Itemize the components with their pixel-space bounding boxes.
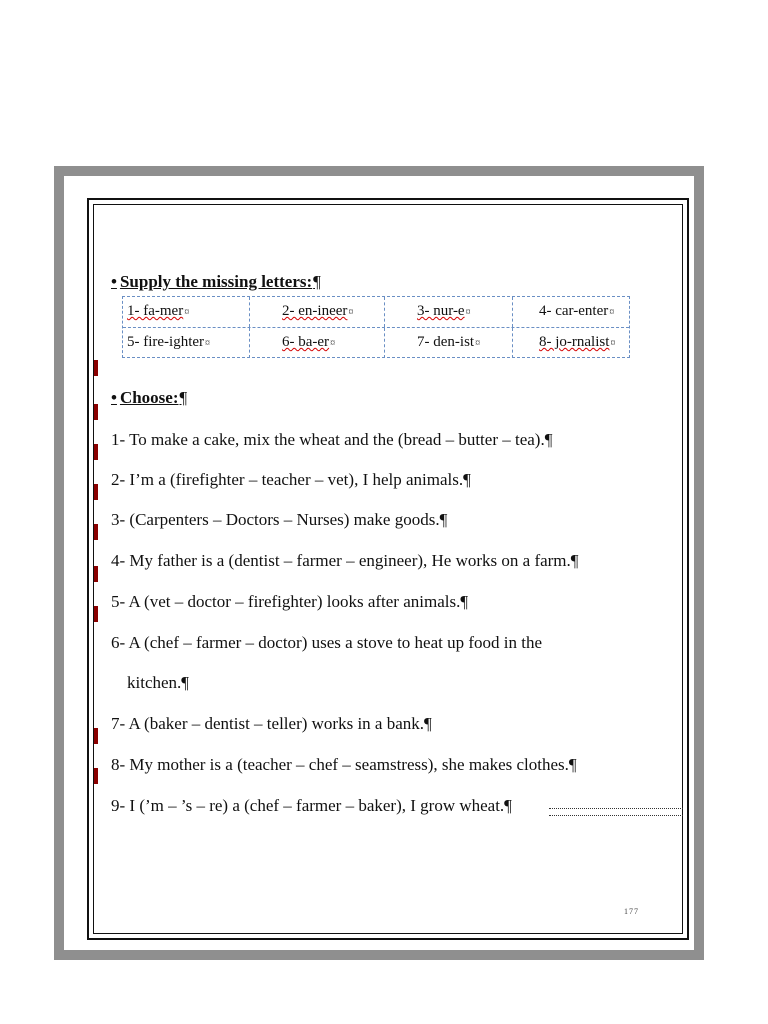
list-item: 9- I (’m – ’s – re) a (chef – farmer – baker), I grow wheat.¶	[111, 796, 512, 815]
section-heading-choose	[111, 388, 187, 408]
paragraph-mark-icon	[94, 360, 98, 376]
list-item: 3- (Carpenters – Doctors – Nurses) make goods.¶	[111, 510, 448, 529]
table-cell: 3- nur-e¤	[385, 297, 513, 327]
paragraph-mark-icon	[94, 606, 98, 622]
table-cell: 4- car-enter¤	[539, 303, 615, 319]
table-cell: 7- den-ist¤	[385, 328, 513, 358]
list-item-continuation: kitchen.¶	[127, 673, 189, 692]
table-row	[123, 328, 629, 358]
bullet-icon: •	[111, 272, 117, 291]
pilcrow-icon: ¶	[313, 272, 321, 291]
list-item: 1- To make a cake, mix the wheat and the (bread – butter – tea).¶	[111, 430, 553, 449]
list-item: 5- A (vet – doctor – firefighter) looks after animals.¶	[111, 592, 469, 611]
paragraph-mark-icon	[94, 768, 98, 784]
list-item: 2- I’m a (firefighter – teacher – vet), I help animals.¶	[111, 470, 471, 489]
paragraph-mark-icon	[94, 404, 98, 420]
heading-text: Supply the missing letters:	[119, 272, 313, 291]
page-shadow-frame	[54, 166, 704, 960]
pilcrow-icon: ¶	[179, 388, 188, 407]
section-heading-supply	[111, 272, 321, 292]
dotted-leader	[549, 808, 683, 816]
paragraph-mark-icon	[94, 444, 98, 460]
paragraph-mark-icon	[94, 484, 98, 500]
list-item: 6- A (chef – farmer – doctor) uses a stove to heat up food in the	[111, 633, 543, 652]
bullet-icon: •	[111, 388, 117, 407]
table-cell: 8- jo-rnalist¤	[539, 334, 616, 350]
document-page	[64, 176, 694, 950]
missing-letters-table	[122, 296, 630, 358]
list-item: 4- My father is a (dentist – farmer – engineer), He works on a farm.¶	[111, 551, 579, 570]
list-item: 8- My mother is a (teacher – chef – seamstress), she makes clothes.¶	[111, 755, 577, 774]
table-cell: 5- fire-ighter¤	[123, 328, 250, 358]
table-cell: 1- fa-mer¤	[123, 297, 250, 327]
paragraph-mark-icon	[94, 728, 98, 744]
table-row	[123, 297, 629, 328]
table-cell: 6- ba-er¤	[250, 328, 385, 358]
paragraph-mark-icon	[94, 524, 98, 540]
table-cell: 2- en-ineer¤	[250, 297, 385, 327]
paragraph-mark-icon	[94, 566, 98, 582]
list-item: 7- A (baker – dentist – teller) works in a bank.¶	[111, 714, 432, 733]
page-number: 177	[624, 907, 639, 916]
heading-text: Choose:	[119, 388, 179, 407]
